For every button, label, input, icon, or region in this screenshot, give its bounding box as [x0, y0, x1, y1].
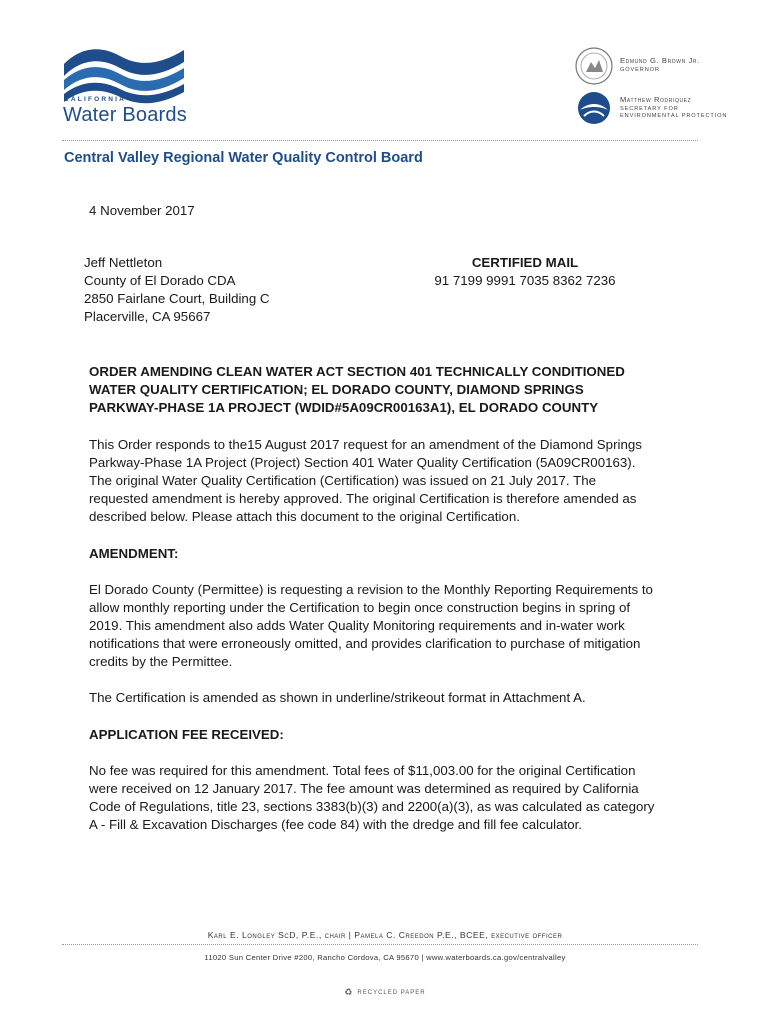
subject-line: ORDER AMENDING CLEAN WATER ACT SECTION 401 TECHNICALLY CONDITIONED	[89, 364, 625, 379]
text-line: allow monthly reporting under the Certification to begin once construction begins in spring of	[89, 600, 631, 615]
text-line: This Order responds to the15 August 2017 request for an amendment of the Diamond Springs	[89, 437, 642, 452]
state-seal-icon	[574, 46, 614, 86]
certified-mail-number: 91 7199 9991 7035 8362 7236	[434, 273, 616, 288]
certified-mail-block	[430, 254, 620, 290]
fee-heading: APPLICATION FEE RECEIVED:	[89, 727, 284, 742]
text-line: credits by the Permittee.	[89, 654, 233, 669]
governor-name: Edmund G. Brown Jr.	[620, 56, 700, 65]
amendment-heading: AMENDMENT:	[89, 546, 179, 561]
subject-heading	[89, 363, 689, 417]
text-line: requested amendment is hereby approved. The original Certification is therefore amended as	[89, 491, 637, 506]
amendment-paragraph	[89, 581, 689, 671]
governor-title: GOVERNOR	[620, 67, 660, 73]
intro-paragraph	[89, 436, 689, 526]
recipient-address	[84, 254, 270, 326]
attachment-paragraph: The Certification is amended as shown in underline/strikeout format in Attachment A.	[89, 690, 586, 705]
recipient-city: Placerville, CA 95667	[84, 309, 211, 324]
calepa-logo-icon	[574, 88, 614, 128]
recipient-organization: County of El Dorado CDA	[84, 273, 236, 288]
certified-mail-label: CERTIFIED MAIL	[471, 255, 579, 270]
letter-date: 4 November 2017	[89, 203, 195, 218]
text-line: Parkway-Phase 1A Project (Project) Section 401 Water Quality Certification (5A09CR00163).	[89, 455, 636, 470]
recycled-paper-note	[0, 987, 770, 998]
recycled-paper-text: RECYCLED PAPER	[357, 990, 426, 996]
logo-state-text: CALIFORNIA	[64, 96, 127, 103]
text-line: were received on 12 January 2017. The fee amount was determined as required by California	[89, 781, 639, 796]
footer-officers: Karl E. Longley ScD, P.E., chair | Pamela C. Creedon P.E., BCEE, executive officer	[207, 930, 563, 940]
footer-divider	[62, 944, 698, 945]
subject-line: PARKWAY-PHASE 1A PROJECT (WDID#5A09CR00163A1), EL DORADO COUNTY	[89, 400, 599, 415]
text-line: A - Fill & Excavation Discharges (fee code 84) with the dredge and fill fee calculator.	[89, 817, 582, 832]
text-line: El Dorado County (Permittee) is requesting a revision to the Monthly Reporting Requirements to	[89, 582, 653, 597]
text-line: notifications that were erroneously omitted, and provides clarification to purchase of mitigation	[89, 636, 641, 651]
subject-line: WATER QUALITY CERTIFICATION; EL DORADO COUNTY, DIAMOND SPRINGS	[89, 382, 584, 397]
recipient-street: 2850 Fairlane Court, Building C	[84, 291, 270, 306]
secretary-name: Matthew Rodriquez	[620, 95, 692, 104]
text-line: No fee was required for this amendment. Total fees of $11,003.00 for the original Certification	[89, 763, 636, 778]
secretary-title: SECRETARY FOR ENVIRONMENTAL PROTECTION	[620, 106, 728, 119]
text-line: described below. Please attach this document to the original Certification.	[89, 509, 520, 524]
fee-paragraph	[89, 762, 689, 834]
footer-address: 11020 Sun Center Drive #200, Rancho Cordova, CA 95670 | www.waterboards.ca.gov/centralvalley	[204, 953, 566, 962]
text-line: Code of Regulations, title 23, sections 3383(b)(3) and 2200(a)(3), as was calculated as category	[89, 799, 655, 814]
recycle-icon: ♻	[344, 987, 354, 997]
recipient-name: Jeff Nettleton	[84, 255, 163, 270]
text-line: 2019. This amendment also adds Water Quality Monitoring requirements and in-water work	[89, 618, 625, 633]
header-divider	[62, 140, 698, 141]
board-title: Central Valley Regional Water Quality Control Board	[64, 150, 423, 166]
logo-name-text: Water Boards	[63, 104, 187, 126]
text-line: The original Water Quality Certification (Certification) was issued on 21 July 2017. The	[89, 473, 596, 488]
